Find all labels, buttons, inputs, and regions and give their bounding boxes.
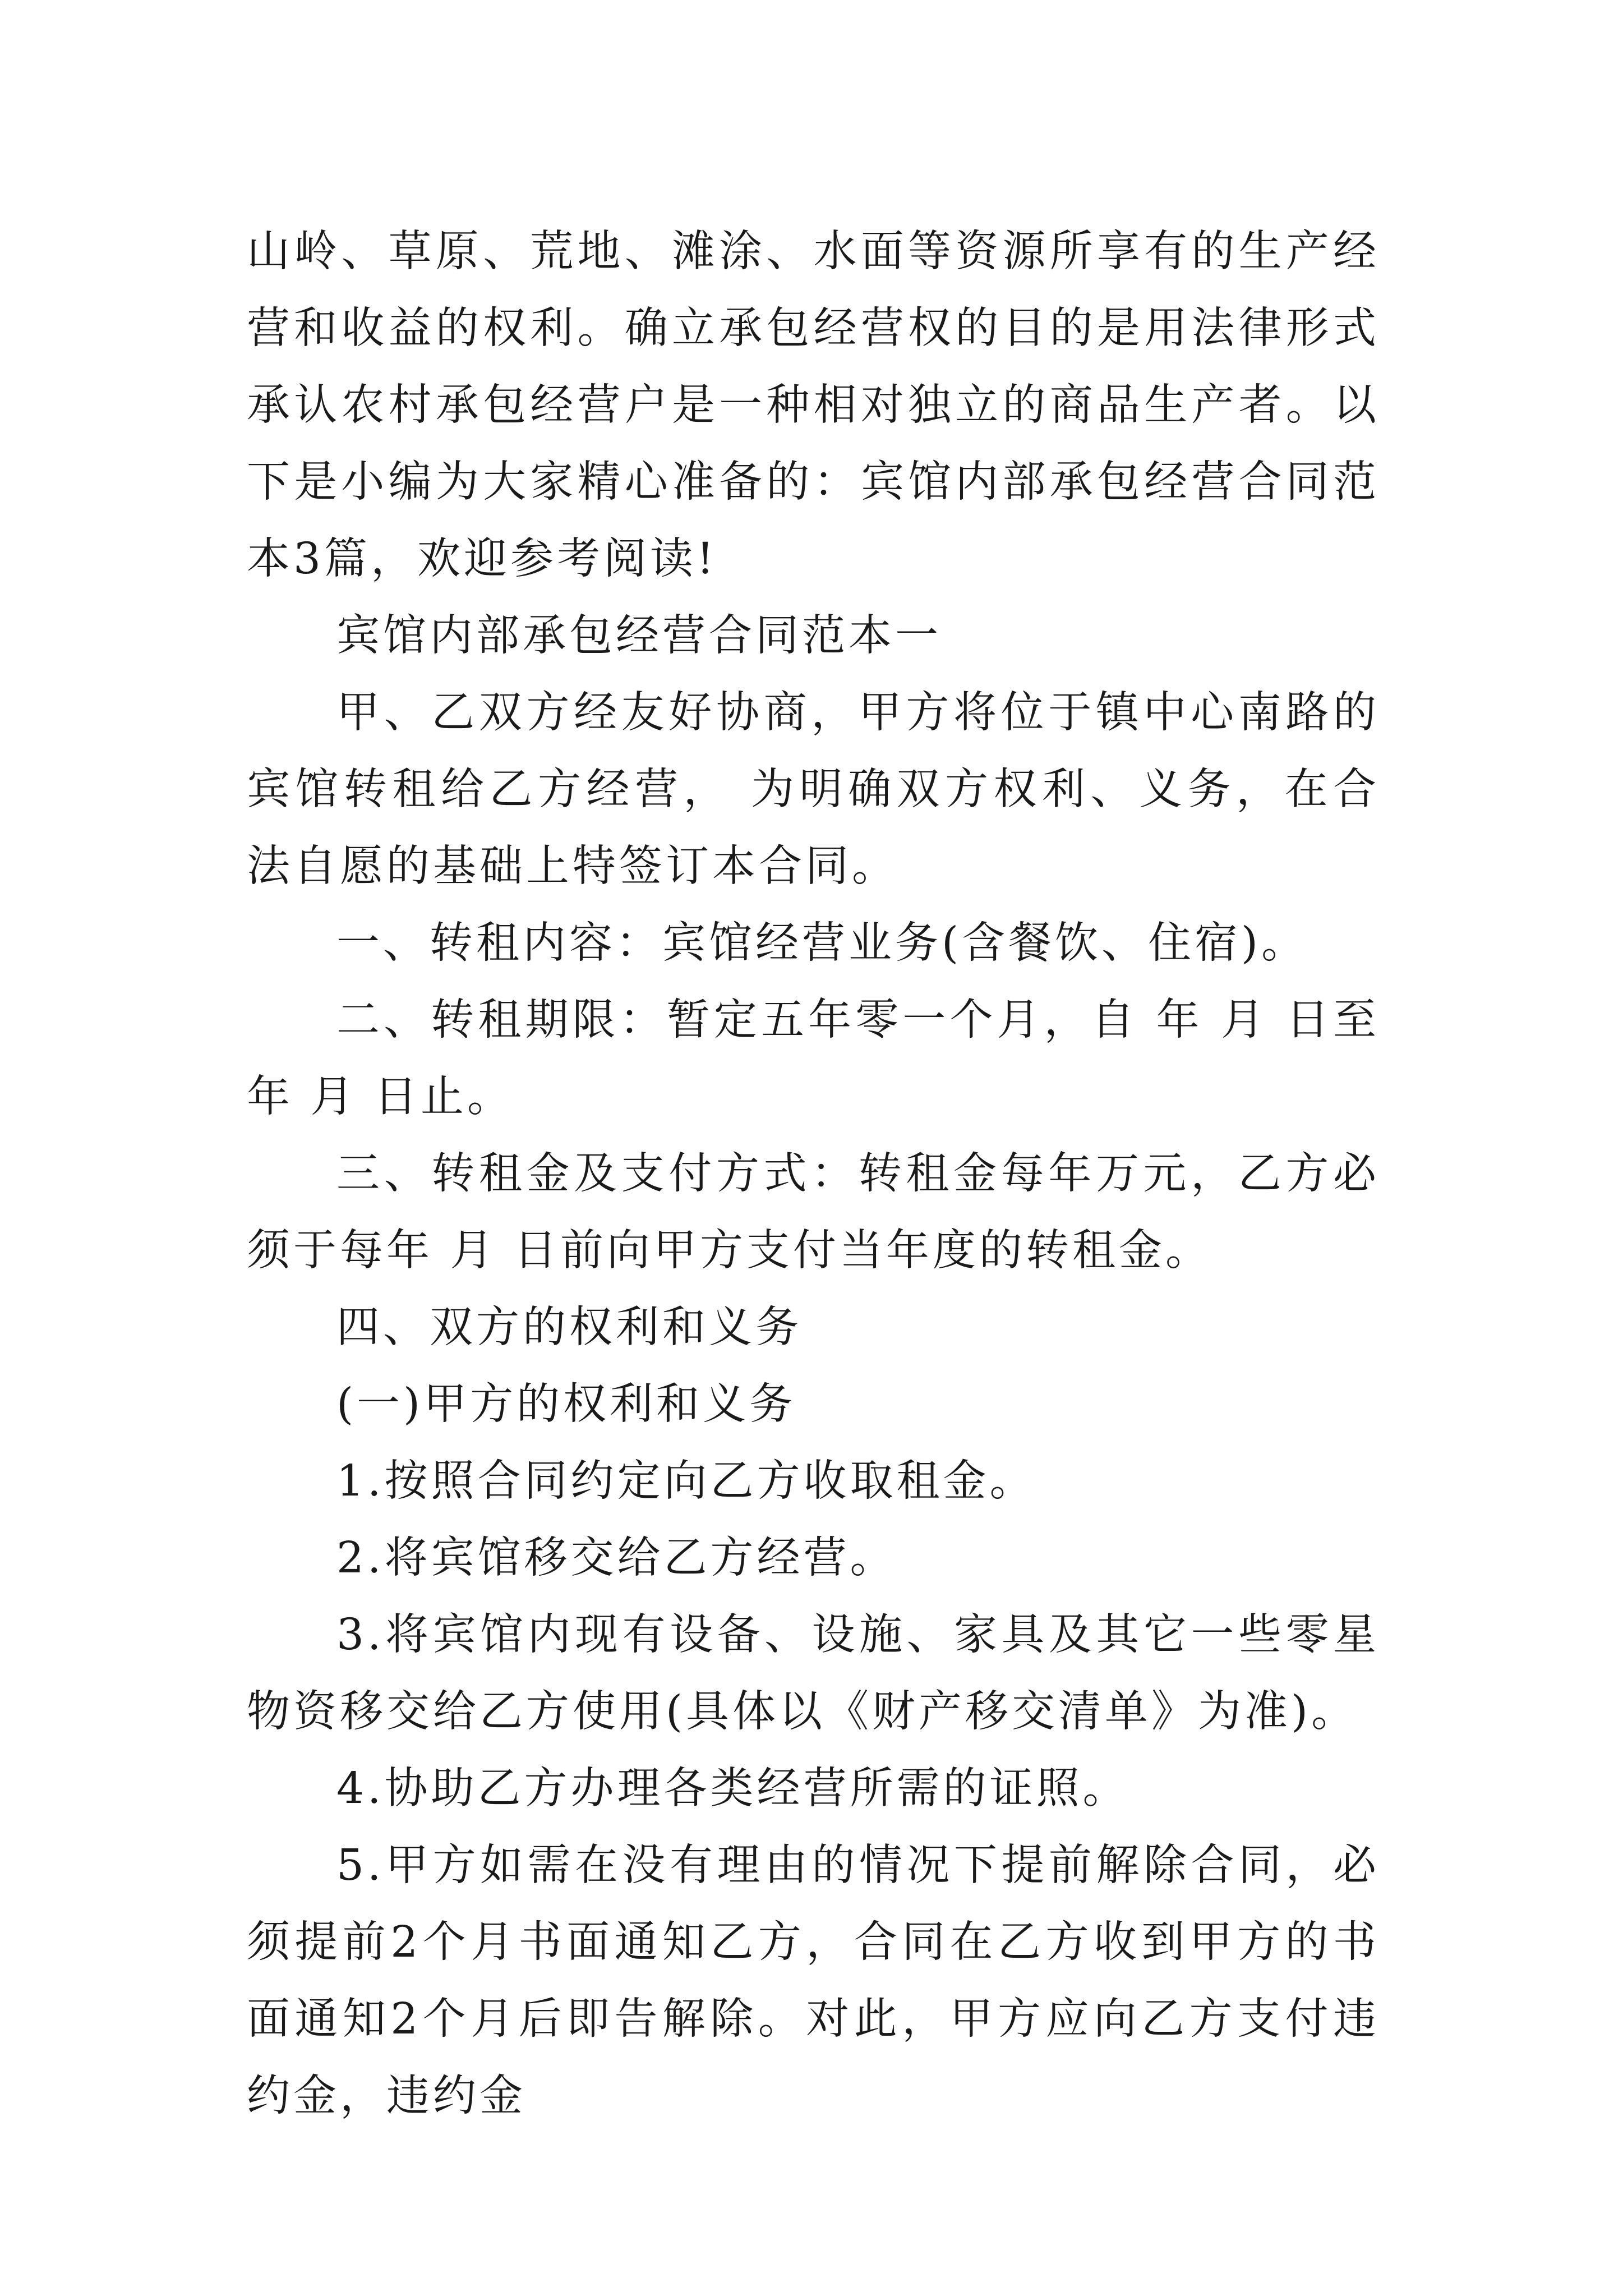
- paragraph-item-1: 1.按照合同约定向乙方收取租金。: [336, 1456, 1036, 1506]
- paragraph-item-3: 3.将宾馆内现有设备、设施、家具及其它一些零星物资移交给乙方使用(具体以《财产移交清单》为准)。: [247, 1610, 1380, 1737]
- paragraph-item-5: 5.甲方如需在没有理由的情况下提前解除合同，必须提前2个月书面通知乙方，合同在乙方收到甲方的书面通知2个月后即告解除。对此，甲方应向乙方支付违约金，违约金: [247, 1841, 1380, 2121]
- paragraph-subclause-a: (一)甲方的权利和义务: [336, 1379, 796, 1429]
- paragraph-contract-title: 宾馆内部承包经营合同范本一: [336, 611, 942, 661]
- paragraph-item-4: 4.协助乙方办理各类经营所需的证照。: [336, 1764, 1129, 1814]
- paragraph-clause-4: 四、双方的权利和义务: [336, 1303, 802, 1352]
- paragraph-item-2: 2.将宾馆移交给乙方经营。: [336, 1533, 897, 1583]
- paragraph-clause-1: 一、转租内容：宾馆经营业务(含餐饮、住宿)。: [336, 918, 1308, 968]
- paragraph-intro: 山岭、草原、荒地、滩涂、水面等资源所享有的生产经营和收益的权利。确立承包经营权的目的是用法律形式承认农村承包经营户是一种相对独立的商品生产者。以下是小编为大家精心准备的：宾馆内部承包经营合同范本3篇，欢迎参考阅读!: [247, 227, 1380, 584]
- paragraph-clause-2: 二、转租期限：暂定五年零一个月，自 年 月 日至 年 月 日止。: [247, 995, 1380, 1122]
- document-body: [247, 213, 1380, 2134]
- paragraph-clause-3: 三、转租金及支付方式：转租金每年万元，乙方必须于每年 月 日前向甲方支付当年度的转租金。: [247, 1149, 1380, 1276]
- paragraph-preamble: 甲、乙双方经友好协商，甲方将位于镇中心南路的宾馆转租给乙方经营， 为明确双方权利、义务，在合法自愿的基础上特签订本合同。: [247, 688, 1380, 891]
